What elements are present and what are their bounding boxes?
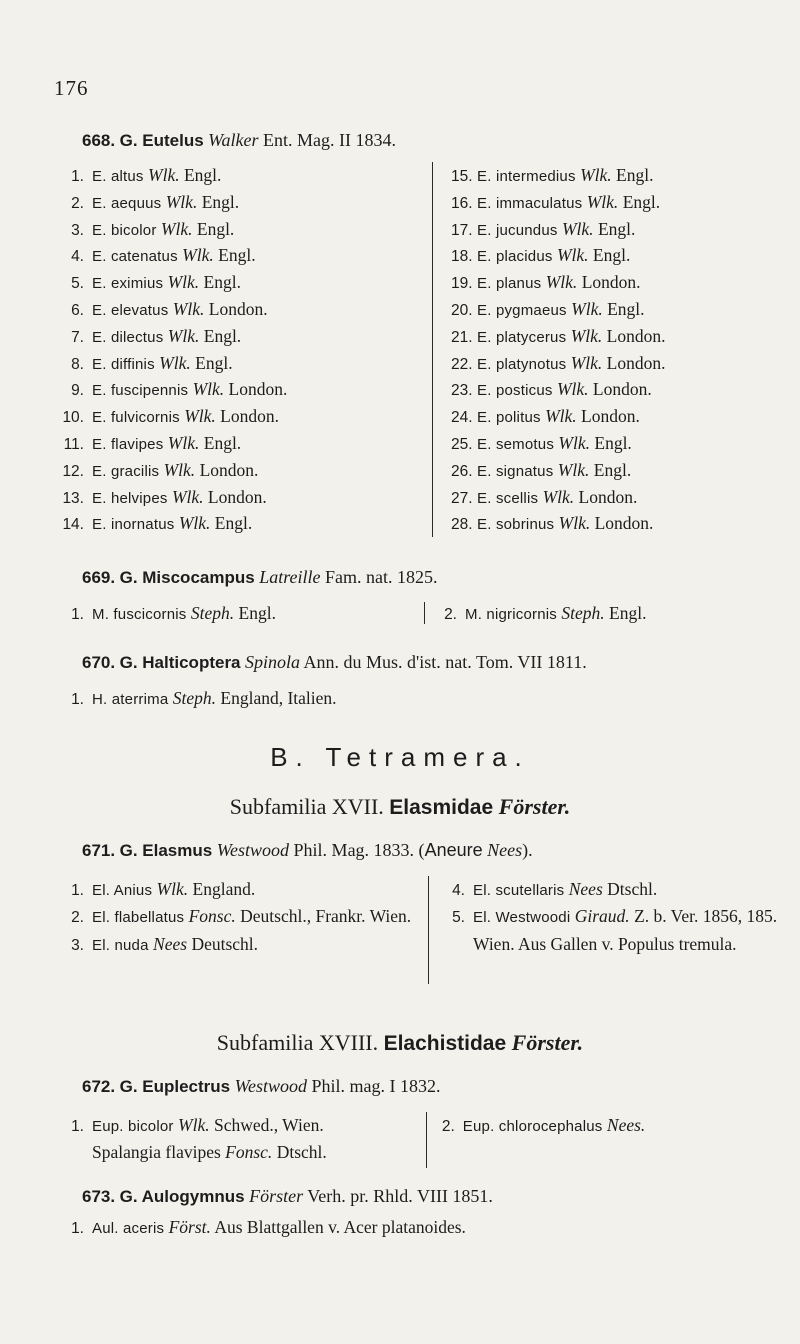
subfamily-heading-17: Subfamilia XVII. Elasmidae Förster. xyxy=(229,794,571,819)
genus-heading-671 xyxy=(82,840,533,861)
species-entry: 5. El. Westwoodi Giraud. Z. b. Ver. 1856, 185. Wien. Aus Gallen v. Populus tremula. xyxy=(452,905,778,954)
genus-name: G. Elasmus xyxy=(119,841,213,860)
genus-heading-669 xyxy=(82,567,438,588)
species-entry: 12. E. gracilis Wlk. London. xyxy=(62,459,259,480)
species-entry: 22. E. platynotus Wlk. London. xyxy=(451,352,666,373)
species-entry: 15. E. intermedius Wlk. Engl. xyxy=(451,165,654,185)
species-entry: 13. E. helvipes Wlk. London. xyxy=(62,486,267,507)
genus-heading-668 xyxy=(82,130,396,151)
species-entry: 1. Eup. bicolor Wlk. Schwed., Wien. xyxy=(71,1115,324,1135)
species-entry: 1. H. aterrima Steph. England, Italien. xyxy=(71,688,337,708)
genus-reference: Ann. du Mus. d'ist. nat. Tom. VII 1811. xyxy=(303,652,587,672)
species-entry: 2. E. aequus Wlk. Engl. xyxy=(71,191,240,212)
genus-author: Spinola xyxy=(245,652,301,672)
genus-author: Latreille xyxy=(259,567,321,587)
genus-reference: Fam. nat. 1825. xyxy=(325,567,438,587)
species-entry: 20. E. pygmaeus Wlk. Engl. xyxy=(451,298,645,319)
species-entry: 3. E. bicolor Wlk. Engl. xyxy=(71,218,235,239)
genus-heading-672 xyxy=(82,1076,440,1097)
species-entry: 7. E. dilectus Wlk. Engl. xyxy=(71,325,242,346)
genus-name: G. Miscocampus xyxy=(119,568,255,587)
species-list-671 xyxy=(56,876,776,984)
species-entry: 10. E. fulvicornis Wlk. London. xyxy=(62,406,279,427)
species-entry: 1. El. Anius Wlk. England. xyxy=(71,879,256,899)
genus-name: G. Euplectrus xyxy=(119,1077,231,1096)
species-entry: 9. E. fuscipennis Wlk. London. xyxy=(71,379,288,400)
species-column-right xyxy=(427,1112,776,1168)
species-list-668 xyxy=(56,162,776,537)
genus-name: G. Aulogymnus xyxy=(119,1187,245,1206)
species-column-right xyxy=(428,876,776,984)
species-entry: 23. E. posticus Wlk. London. xyxy=(451,379,652,400)
species-entry: 2. M. nigricornis Steph. Engl. xyxy=(444,603,647,623)
species-entry: 25. E. semotus Wlk. Engl. xyxy=(451,432,632,453)
species-list-669 xyxy=(56,600,776,627)
genus-reference: Phil. Mag. 1833. (Aneure Nees). xyxy=(293,840,533,860)
species-entry: 3. El. nuda Nees Deutschl. xyxy=(71,933,259,954)
genus-author: Westwood xyxy=(216,840,290,860)
species-column-left xyxy=(56,600,424,627)
species-entry: 4. E. catenatus Wlk. Engl. xyxy=(71,245,256,266)
genus-heading-673 xyxy=(82,1186,493,1207)
genus-author: Förster xyxy=(249,1186,304,1206)
species-entry-continuation: Spalangia flavipes Fonsc. Dtschl. xyxy=(92,1141,327,1162)
species-entry: 6. E. elevatus Wlk. London. xyxy=(71,298,268,319)
species-entry: 2. El. flabellatus Fonsc. Deutschl., Frankr. Wien. xyxy=(71,905,412,926)
species-column-left xyxy=(56,1112,427,1168)
species-column-left xyxy=(56,685,656,712)
species-entry: 19. E. planus Wlk. London. xyxy=(451,272,641,293)
species-entry: 21. E. platycerus Wlk. London. xyxy=(451,325,666,346)
genus-number: 668. xyxy=(82,131,116,150)
page-number: 176 xyxy=(54,76,89,100)
genus-number: 669. xyxy=(82,568,116,587)
section-heading-tetramera: B. Tetramera. xyxy=(270,742,530,772)
species-entry: 24. E. politus Wlk. London. xyxy=(451,406,640,427)
species-list-670 xyxy=(56,685,776,712)
genus-reference: Phil. mag. I 1832. xyxy=(311,1076,441,1096)
species-entry: 11. E. flavipes Wlk. Engl. xyxy=(63,432,242,453)
species-entry: 2. Eup. chlorocephalus Nees. xyxy=(441,1115,646,1135)
genus-name: G. Halticoptera xyxy=(119,653,241,672)
genus-heading-670 xyxy=(82,652,587,673)
genus-number: 670. xyxy=(82,653,116,672)
species-entry: 28. E. sobrinus Wlk. London. xyxy=(451,513,654,534)
genus-number: 671. xyxy=(82,841,116,860)
genus-author: Westwood xyxy=(234,1076,307,1096)
species-entry: 1. Aul. aceris Först. Aus Blattgallen v. Acer platanoides. xyxy=(71,1217,466,1237)
subfamily-heading-18: Subfamilia XVIII. Elachistidae Förster. xyxy=(216,1030,584,1055)
species-entry: 1. E. altus Wlk. Engl. xyxy=(71,165,222,185)
species-entry: 17. E. jucundus Wlk. Engl. xyxy=(451,218,636,239)
genus-reference: Verh. pr. Rhld. VIII 1851. xyxy=(307,1186,493,1206)
species-entry: 14. E. inornatus Wlk. Engl. xyxy=(62,513,253,534)
genus-name: G. Eutelus xyxy=(119,131,204,150)
species-column-left xyxy=(56,1214,756,1241)
species-entry: 5. E. eximius Wlk. Engl. xyxy=(71,272,241,293)
species-entry: 4. El. scutellaris Nees Dtschl. xyxy=(452,879,658,899)
species-column-left xyxy=(56,162,432,537)
species-entry: 18. E. placidus Wlk. Engl. xyxy=(451,245,631,266)
species-entry: 8. E. diffinis Wlk. Engl. xyxy=(71,352,233,373)
species-list-672 xyxy=(56,1112,776,1168)
species-column-left xyxy=(56,876,428,984)
genus-number: 673. xyxy=(82,1187,116,1206)
species-list-673 xyxy=(56,1214,776,1241)
genus-author: Walker xyxy=(208,130,259,150)
species-column-right xyxy=(432,162,776,537)
genus-number: 672. xyxy=(82,1077,116,1096)
genus-reference: Ent. Mag. II 1834. xyxy=(263,130,396,150)
species-entry: 26. E. signatus Wlk. Engl. xyxy=(451,459,632,480)
species-entry: 27. E. scellis Wlk. London. xyxy=(451,486,638,507)
species-entry: 1. M. fuscicornis Steph. Engl. xyxy=(71,603,276,623)
species-entry: 16. E. immaculatus Wlk. Engl. xyxy=(451,191,661,212)
species-column-right xyxy=(424,602,768,624)
